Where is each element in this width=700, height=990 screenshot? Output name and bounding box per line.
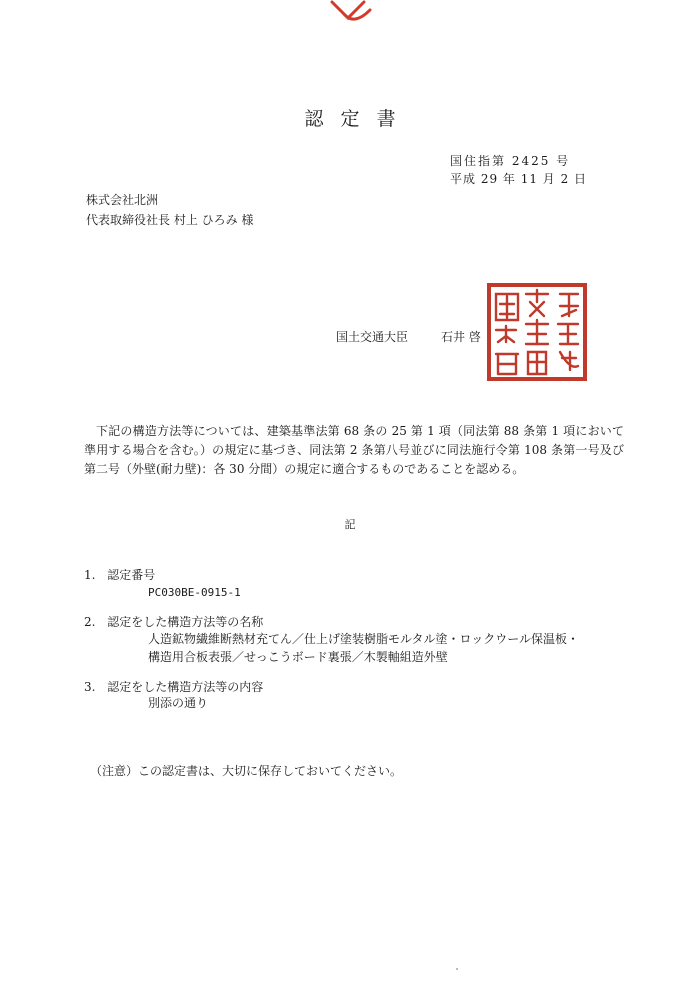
item-3-title: 認定をした構造方法等の内容 xyxy=(107,680,264,694)
official-seal-icon xyxy=(486,282,588,382)
item-3-number: 3. xyxy=(84,680,96,694)
document-date: 平成 29 年 11 月 2 日 xyxy=(450,172,588,186)
top-stamp-fragment-icon xyxy=(326,0,386,30)
item-1-heading xyxy=(84,566,155,583)
document-title: 認定書 xyxy=(304,108,413,130)
item-2-heading xyxy=(84,613,263,630)
certification-paragraph: 下記の構造方法等については、建築基準法第 68 条の 25 第 1 項（同法第 88 条第 1 項において準用する場合を含む。）の規定に基づき、同法第 2 条第八号並びに同法施行令第 108 条第一号及び第二号（外壁(耐力壁)：各 30 分間）の規定に適合するものであることを認める。 xyxy=(84,424,624,476)
item-1-content: PC030BE-0915-1 xyxy=(148,586,241,599)
ki-heading: 記 xyxy=(344,518,356,531)
document-number: 国住指第 2425 号 xyxy=(450,154,571,168)
item-2-content: 人造鉱物繊維断熱材充てん／仕上げ塗装樹脂モルタル塗・ロックウール保温板・構造用合板表張／せっこうボード裏張／木製軸組造外壁 xyxy=(148,632,580,664)
item-2-number: 2. xyxy=(84,615,96,629)
item-1-number: 1. xyxy=(84,568,96,582)
addressee-person: 代表取締役社長 村上 ひろみ 様 xyxy=(86,213,254,227)
issuer-name: 石井 啓 xyxy=(441,330,481,344)
item-3-content: 別添の通り xyxy=(148,696,209,710)
scan-speck xyxy=(456,968,458,970)
note-text: （注意）この認定書は、大切に保存しておいてください。 xyxy=(90,764,403,778)
item-2-title: 認定をした構造方法等の名称 xyxy=(107,615,264,629)
item-3-heading xyxy=(84,678,263,695)
item-1-title: 認定番号 xyxy=(107,568,156,582)
addressee-company: 株式会社北洲 xyxy=(86,193,159,207)
issuer-title: 国土交通大臣 xyxy=(336,330,409,344)
